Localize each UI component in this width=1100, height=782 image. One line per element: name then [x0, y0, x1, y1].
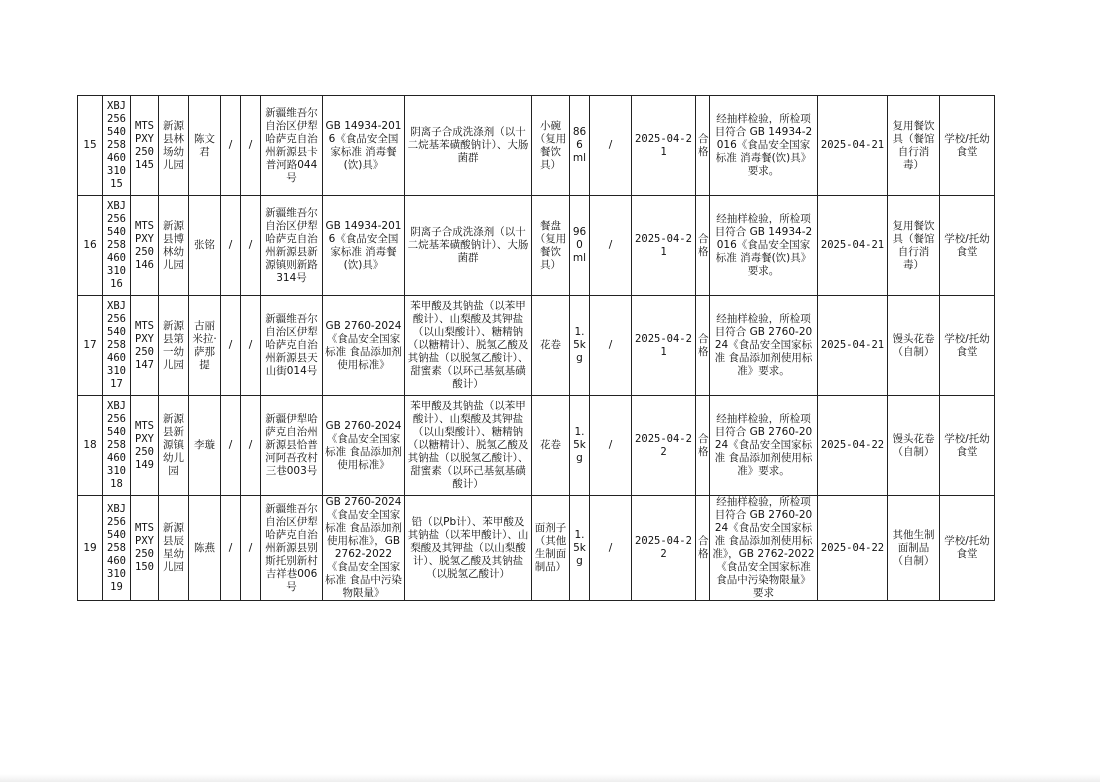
empty-cell: / [241, 396, 261, 496]
spec-cell: 866ml [570, 96, 590, 196]
empty-cell: / [221, 496, 241, 601]
contact-cell: 李璇 [189, 396, 221, 496]
category-cell: 馒头花卷（自制） [888, 396, 940, 496]
test-date-cell: 2025-04-22 [632, 496, 696, 601]
standard-cell: GB 2760-2024《食品安全国家标准 食品添加剂使用标准》 [323, 396, 405, 496]
empty-cell: / [590, 296, 632, 396]
report-number-cell: XBJ25654025846031017 [103, 296, 131, 396]
conclusion-cell: 经抽样检验，所检项目符合 GB 2760-2024《食品安全国家标准 食品添加剂使用标准》要求。 [710, 296, 818, 396]
venue-type-cell: 学校/托幼食堂 [940, 396, 995, 496]
sample-number-cell: MTSPXY250145 [131, 96, 159, 196]
sample-name-cell: 面剂子（其他生制面制品） [532, 496, 570, 601]
row-number: 18 [78, 396, 103, 496]
sample-number-cell: MTSPXY250149 [131, 396, 159, 496]
spec-cell: 1.5kg [570, 296, 590, 396]
test-date-cell: 2025-04-21 [632, 296, 696, 396]
test-items-cell: 苯甲酸及其钠盐（以苯甲酸计）、山梨酸及其钾盐（以山梨酸计）、糖精钠（以糖精计）、脱氢乙酸及其钠盐（以脱氢乙酸计）、甜蜜素（以环己基氨基磺酸计） [405, 296, 532, 396]
sampling-date-cell: 2025-04-22 [818, 496, 888, 601]
venue-type-cell: 学校/托幼食堂 [940, 496, 995, 601]
empty-cell: / [221, 96, 241, 196]
test-items-cell: 铅（以Pb计）、苯甲酸及其钠盐（以苯甲酸计）、山梨酸及其钾盐（以山梨酸计）、脱氢乙酸及其钠盐（以脱氢乙酸计） [405, 496, 532, 601]
table-row [78, 496, 995, 601]
sample-name-cell: 小碗（复用餐饮具） [532, 96, 570, 196]
entity-name-cell: 新源县新源镇幼儿园 [159, 396, 189, 496]
category-cell: 复用餐饮具（餐馆自行消毒） [888, 196, 940, 296]
conclusion-cell: 经抽样检验，所检项目符合 GB 14934-2016《食品安全国家标准 消毒餐(饮)具》 要求。 [710, 196, 818, 296]
empty-cell: / [241, 496, 261, 601]
sample-number-cell: MTSPXY250146 [131, 196, 159, 296]
category-cell: 复用餐饮具（餐馆自行消毒） [888, 96, 940, 196]
table-row [78, 96, 995, 196]
address-cell: 新疆伊犁哈萨克自治州新源县恰普河阿吾孜村三巷003号 [261, 396, 323, 496]
entity-name-cell: 新源县第一幼儿园 [159, 296, 189, 396]
test-date-cell: 2025-04-21 [632, 196, 696, 296]
row-number: 15 [78, 96, 103, 196]
category-cell: 其他生制面制品（自制） [888, 496, 940, 601]
category-cell: 馒头花卷（自制） [888, 296, 940, 396]
empty-cell: / [590, 96, 632, 196]
result-cell: 合格 [696, 396, 710, 496]
test-items-cell: 苯甲酸及其钠盐（以苯甲酸计）、山梨酸及其钾盐（以山梨酸计）、糖精钠（以糖精计）、脱氢乙酸及其钠盐（以脱氢乙酸计）、甜蜜素（以环己基氨基磺酸计） [405, 396, 532, 496]
empty-cell: / [241, 196, 261, 296]
result-cell: 合格 [696, 296, 710, 396]
table-row [78, 396, 995, 496]
row-number: 17 [78, 296, 103, 396]
empty-cell: / [221, 296, 241, 396]
sampling-date-cell: 2025-04-21 [818, 196, 888, 296]
empty-cell: / [221, 196, 241, 296]
test-items-cell: 阴离子合成洗涤剂（以十二烷基苯磺酸钠计）、大肠菌群 [405, 96, 532, 196]
venue-type-cell: 学校/托幼食堂 [940, 296, 995, 396]
address-cell: 新疆维吾尔自治区伊犁哈萨克自治州新源县卡普河路044号 [261, 96, 323, 196]
result-cell: 合格 [696, 196, 710, 296]
sample-name-cell: 花卷 [532, 296, 570, 396]
empty-cell: / [590, 396, 632, 496]
address-cell: 新疆维吾尔自治区伊犁哈萨克自治州新源县新源镇则新路314号 [261, 196, 323, 296]
standard-cell: GB 14934-2016《食品安全国家标准 消毒餐(饮)具》 [323, 96, 405, 196]
standard-cell: GB 2760-2024《食品安全国家标准 食品添加剂使用标准》 [323, 296, 405, 396]
row-number: 16 [78, 196, 103, 296]
empty-cell: / [590, 496, 632, 601]
spec-cell: 960ml [570, 196, 590, 296]
sampling-date-cell: 2025-04-21 [818, 96, 888, 196]
test-date-cell: 2025-04-21 [632, 96, 696, 196]
spec-cell: 1.5kg [570, 496, 590, 601]
empty-cell: / [221, 396, 241, 496]
contact-cell: 张铭 [189, 196, 221, 296]
address-cell: 新疆维吾尔自治区伊犁哈萨克自治州新源县天山街014号 [261, 296, 323, 396]
row-number: 19 [78, 496, 103, 601]
result-cell: 合格 [696, 96, 710, 196]
contact-cell: 陈燕 [189, 496, 221, 601]
sampling-date-cell: 2025-04-21 [818, 296, 888, 396]
conclusion-cell: 经抽样检验，所检项目符合 GB 14934-2016《食品安全国家标准 消毒餐(饮)具》 要求。 [710, 96, 818, 196]
test-items-cell: 阴离子合成洗涤剂（以十二烷基苯磺酸钠计）、大肠菌群 [405, 196, 532, 296]
standard-cell: GB 2760-2024《食品安全国家标准 食品添加剂使用标准》，GB 2762-2022《食品安全国家标准 食品中污染物限量》 [323, 496, 405, 601]
table-row [78, 296, 995, 396]
entity-name-cell: 新源县林场幼儿园 [159, 96, 189, 196]
contact-cell: 陈文君 [189, 96, 221, 196]
venue-type-cell: 学校/托幼食堂 [940, 196, 995, 296]
table-row [78, 196, 995, 296]
sample-name-cell: 餐盘（复用餐饮具） [532, 196, 570, 296]
report-number-cell: XBJ25654025846031015 [103, 96, 131, 196]
venue-type-cell: 学校/托幼食堂 [940, 96, 995, 196]
inspection-results-table [77, 95, 995, 601]
entity-name-cell: 新源县博林幼儿园 [159, 196, 189, 296]
address-cell: 新疆维吾尔自治区伊犁哈萨克自治州新源县别斯托别新村吉祥巷006号 [261, 496, 323, 601]
sampling-date-cell: 2025-04-22 [818, 396, 888, 496]
contact-cell: 古丽米拉·萨那提 [189, 296, 221, 396]
sample-number-cell: MTSPXY250150 [131, 496, 159, 601]
empty-cell: / [241, 296, 261, 396]
report-number-cell: XBJ25654025846031019 [103, 496, 131, 601]
conclusion-cell: 经抽样检验，所检项目符合 GB 2760-2024《食品安全国家标准 食品添加剂使用标准》，GB 2762-2022《食品安全国家标准 食品中污染物限量》 要求 [710, 496, 818, 601]
sample-name-cell: 花卷 [532, 396, 570, 496]
test-date-cell: 2025-04-22 [632, 396, 696, 496]
empty-cell: / [241, 96, 261, 196]
scan-bottom-edge [0, 774, 1100, 782]
sample-number-cell: MTSPXY250147 [131, 296, 159, 396]
result-cell: 合格 [696, 496, 710, 601]
spec-cell: 1.5kg [570, 396, 590, 496]
report-number-cell: XBJ25654025846031016 [103, 196, 131, 296]
empty-cell: / [590, 196, 632, 296]
standard-cell: GB 14934-2016《食品安全国家标准 消毒餐(饮)具》 [323, 196, 405, 296]
entity-name-cell: 新源县辰星幼儿园 [159, 496, 189, 601]
report-number-cell: XBJ25654025846031018 [103, 396, 131, 496]
conclusion-cell: 经抽样检验，所检项目符合 GB 2760-2024《食品安全国家标准 食品添加剂使用标准》要求。 [710, 396, 818, 496]
